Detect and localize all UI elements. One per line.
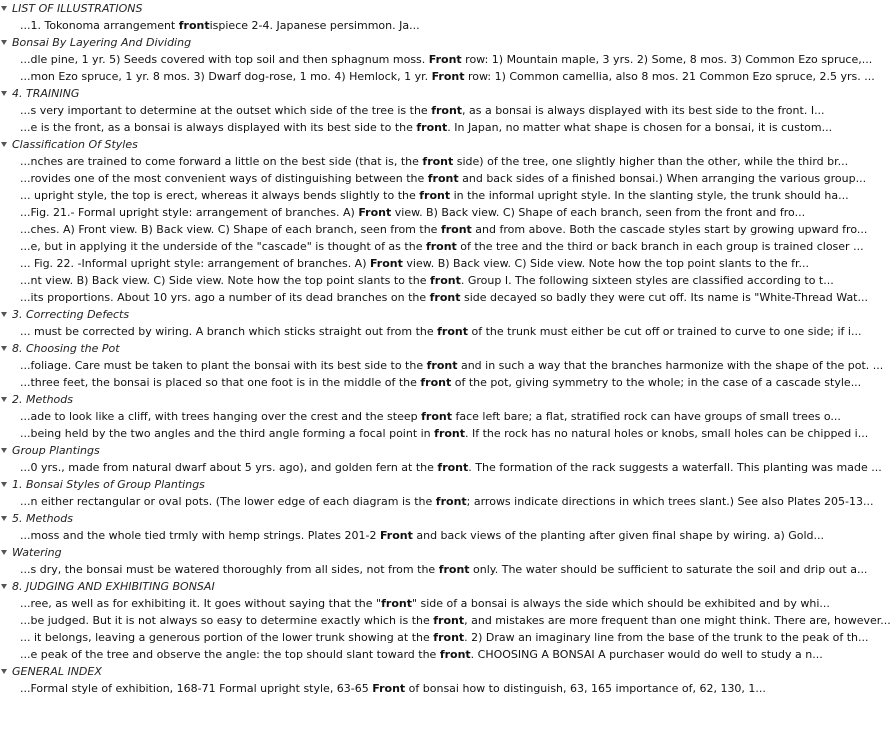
- result-row[interactable]: [0, 323, 862, 340]
- expand-caret-icon[interactable]: [1, 312, 7, 317]
- snippet-prefix: ...s very important to determine at the outset which side of the tree is the: [20, 104, 432, 117]
- result-section: [0, 136, 868, 306]
- snippet-suffix: . Group I. The following sixteen styles are classified according to t...: [460, 274, 834, 287]
- snippet-prefix: ...dle pine, 1 yr. 5) Seeds covered with top soil and then sphagnum moss.: [20, 53, 429, 66]
- result-row[interactable]: [0, 612, 891, 629]
- snippet-suffix: . If the rock has no natural holes or knobs, small holes can be chipped i...: [465, 427, 869, 440]
- search-hit: front: [433, 614, 465, 627]
- snippet-suffix: of the trunk must either be cut off or trained to curve to one side; if i...: [467, 325, 862, 338]
- search-hit: front: [422, 155, 454, 168]
- snippet-prefix: ...0 yrs., made from natural dwarf about 5 yrs. ago), and golden fern at the: [20, 461, 438, 474]
- snippet-suffix: and back views of the planting after given final shape by wiring. a) Gold...: [412, 529, 825, 542]
- section-header[interactable]: [0, 340, 830, 357]
- snippet-prefix: ...e is the front, as a bonsai is always displayed with its best side to the: [20, 121, 417, 134]
- search-hit: front: [178, 19, 210, 32]
- expand-caret-icon[interactable]: [1, 669, 7, 674]
- snippet-suffix: and from above. Both the cascade styles start by growing upward fro...: [471, 223, 868, 236]
- expand-caret-icon[interactable]: [1, 482, 7, 487]
- section-header[interactable]: [0, 663, 830, 680]
- section-title: LIST OF ILLUSTRATIONS: [12, 2, 143, 15]
- section-header[interactable]: [0, 391, 830, 408]
- snippet-prefix: ...mon Ezo spruce, 1 yr. 8 mos. 3) Dwarf dog-rose, 1 mo. 4) Hemlock, 1 yr.: [20, 70, 432, 83]
- result-section: [0, 510, 830, 544]
- section-title: Bonsai By Layering And Dividing: [12, 36, 192, 49]
- section-title: Watering: [12, 546, 62, 559]
- section-title: 5. Methods: [12, 512, 73, 525]
- snippet-prefix: ...foliage. Care must be taken to plant the bonsai with its best side to the: [20, 359, 427, 372]
- result-section: [0, 544, 868, 578]
- expand-caret-icon[interactable]: [1, 550, 7, 555]
- snippet-prefix: ...n either rectangular or oval pots. (The lower edge of each diagram is the: [20, 495, 436, 508]
- snippet-suffix: , and mistakes are more frequent than one might think. There are, however...: [464, 614, 891, 627]
- search-hit: Front: [370, 257, 403, 270]
- snippet-suffix: , as a bonsai is always displayed with its best side to the front. I...: [462, 104, 825, 117]
- snippet-prefix: ...ade to look like a cliff, with trees hanging over the crest and the steep: [20, 410, 422, 423]
- result-row[interactable]: [0, 238, 864, 255]
- result-row[interactable]: [0, 357, 884, 374]
- section-title: Group Plantings: [12, 444, 100, 457]
- result-row[interactable]: [0, 527, 830, 544]
- result-row[interactable]: [0, 102, 830, 119]
- snippet-suffix: ; arrows indicate directions in which trees slant.) See also Plates 205-13...: [466, 495, 874, 508]
- snippet-prefix: ...s dry, the bonsai must be watered thoroughly from all sides, not from the: [20, 563, 439, 576]
- snippet-prefix: ... it belongs, leaving a generous portion of the lower trunk showing at the: [20, 631, 434, 644]
- snippet-suffix: of the pot, giving symmetry to the whole; in the case of a cascade style...: [451, 376, 862, 389]
- search-hit: front: [416, 121, 448, 134]
- expand-caret-icon[interactable]: [1, 448, 7, 453]
- expand-caret-icon[interactable]: [1, 142, 7, 147]
- result-section: [0, 340, 884, 391]
- expand-caret-icon[interactable]: [1, 91, 7, 96]
- result-section: [0, 306, 862, 340]
- snippet-suffix: of bonsai how to distinguish, 63, 165 importance of, 62, 130, 1...: [405, 682, 766, 695]
- result-row[interactable]: [0, 425, 869, 442]
- result-section: [0, 442, 882, 476]
- snippet-suffix: ispiece 2-4. Japanese persimmon. Ja...: [209, 19, 420, 32]
- section-header[interactable]: [0, 544, 830, 561]
- snippet-prefix: ...1. Tokonoma arrangement: [20, 19, 179, 32]
- section-title: GENERAL INDEX: [12, 665, 102, 678]
- snippet-prefix: ...being held by the two angles and the third angle forming a focal point in: [20, 427, 435, 440]
- search-hit: front: [429, 291, 461, 304]
- result-row[interactable]: [0, 561, 868, 578]
- section-header[interactable]: [0, 442, 830, 459]
- result-section: [0, 476, 874, 510]
- search-hit: front: [437, 461, 469, 474]
- result-row[interactable]: [0, 187, 849, 204]
- snippet-prefix: ... Fig. 22. -Informal upright style: arrangement of branches. A): [20, 257, 370, 270]
- expand-caret-icon[interactable]: [1, 584, 7, 589]
- search-hit: front: [419, 189, 451, 202]
- result-section: [0, 663, 830, 697]
- snippet-prefix: ...nt view. B) Back view. C) Side view. Note how the top point slants to the: [20, 274, 430, 287]
- search-hit: front: [433, 631, 465, 644]
- search-hit: Front: [379, 529, 413, 542]
- search-hit: front: [438, 563, 470, 576]
- snippet-suffix: face left bare; a flat, stratified rock can have groups of small trees o...: [451, 410, 841, 423]
- snippet-suffix: . 2) Draw an imaginary line from the base of the trunk to the peak of th...: [464, 631, 869, 644]
- snippet-suffix: side decayed so badly they were cut off. Its name is "White-Thread Wat...: [460, 291, 868, 304]
- result-section: [0, 0, 830, 34]
- result-row[interactable]: [0, 374, 862, 391]
- snippet-suffix: and in such a way that the branches harmonize with the shape of the pot. ...: [457, 359, 884, 372]
- section-header[interactable]: [0, 306, 830, 323]
- search-hit: Front: [431, 70, 465, 83]
- section-title: 2. Methods: [12, 393, 73, 406]
- snippet-prefix: ...Fig. 21.- Formal upright style: arrangement of branches. A): [20, 206, 359, 219]
- result-row[interactable]: [0, 680, 830, 697]
- section-title: 8. JUDGING AND EXHIBITING BONSAI: [12, 580, 215, 593]
- result-row[interactable]: [0, 493, 874, 510]
- result-row[interactable]: [0, 408, 841, 425]
- search-hit: front: [427, 172, 459, 185]
- search-hit: Front: [358, 206, 392, 219]
- expand-caret-icon[interactable]: [1, 346, 7, 351]
- result-row[interactable]: [0, 459, 882, 476]
- search-hit: front: [439, 648, 471, 661]
- section-header[interactable]: [0, 0, 830, 17]
- search-hit: front: [434, 427, 466, 440]
- search-hit: front: [381, 597, 412, 610]
- snippet-prefix: ...ches. A) Front view. B) Back view. C) Shape of each branch, seen from the: [20, 223, 441, 236]
- snippet-prefix: ...e, but in applying it the underside of the "cascade" is thought of as the: [20, 240, 426, 253]
- snippet-suffix: row: 1) Common camellia, also 8 mos. 21 Common Ezo spruce, 2.5 yrs. ...: [464, 70, 875, 83]
- result-row[interactable]: [0, 646, 830, 663]
- result-row[interactable]: [0, 170, 867, 187]
- result-section: [0, 578, 891, 663]
- section-header[interactable]: [0, 510, 830, 527]
- snippet-prefix: ...its proportions. About 10 yrs. ago a number of its dead branches on the: [20, 291, 430, 304]
- section-title: 3. Correcting Defects: [12, 308, 130, 321]
- result-row[interactable]: [0, 153, 849, 170]
- search-hit: Front: [428, 53, 462, 66]
- snippet-suffix: in the informal upright style. In the slanting style, the trunk should ha...: [450, 189, 849, 202]
- result-row[interactable]: [0, 272, 834, 289]
- result-row[interactable]: [0, 68, 875, 85]
- snippet-prefix: ... must be corrected by wiring. A branch which sticks straight out from the: [20, 325, 438, 338]
- search-hit: Front: [372, 682, 406, 695]
- section-title: 8. Choosing the Pot: [12, 342, 120, 355]
- section-title: 1. Bonsai Styles of Group Plantings: [12, 478, 205, 491]
- result-row[interactable]: [0, 255, 830, 272]
- expand-caret-icon[interactable]: [1, 516, 7, 521]
- search-hit: front: [431, 104, 463, 117]
- section-header[interactable]: [0, 578, 830, 595]
- snippet-suffix: view. B) Back view. C) Shape of each branch, seen from the front and fro...: [391, 206, 806, 219]
- snippet-prefix: ...be judged. But it is not always so easy to determine exactly which is the: [20, 614, 434, 627]
- result-row[interactable]: [0, 17, 830, 34]
- snippet-prefix: ...e peak of the tree and observe the angle: the top should slant toward the: [20, 648, 440, 661]
- snippet-prefix: ...rovides one of the most convenient ways of distinguishing between the: [20, 172, 428, 185]
- snippet-prefix: ...moss and the whole tied trmly with hemp strings. Plates 201-2: [20, 529, 380, 542]
- section-header[interactable]: [0, 34, 830, 51]
- section-header[interactable]: [0, 136, 830, 153]
- snippet-suffix: . CHOOSING A BONSAI A purchaser would do well to study a n...: [470, 648, 823, 661]
- expand-caret-icon[interactable]: [1, 6, 7, 11]
- snippet-suffix: view. B) Back view. C) Side view. Note how the top point slants to the fr...: [402, 257, 809, 270]
- snippet-prefix: ...nches are trained to come forward a little on the best side (that is, the: [20, 155, 423, 168]
- search-hit: front: [435, 495, 467, 508]
- snippet-suffix: . In Japan, no matter what shape is chosen for a bonsai, it is custom...: [447, 121, 833, 134]
- result-section: [0, 34, 875, 85]
- result-section: [0, 391, 869, 442]
- result-row[interactable]: [0, 51, 873, 68]
- result-row[interactable]: [0, 119, 833, 136]
- expand-caret-icon[interactable]: [1, 40, 7, 45]
- search-hit: front: [425, 240, 457, 253]
- snippet-suffix: " side of a bonsai is always the side which should be exhibited and by whi...: [411, 597, 830, 610]
- result-row[interactable]: [0, 629, 869, 646]
- result-row[interactable]: [0, 289, 868, 306]
- snippet-prefix: ...Formal style of exhibition, 168-71 Formal upright style, 63-65: [20, 682, 373, 695]
- snippet-suffix: of the tree and the third or back branch in each group is trained closer ...: [456, 240, 864, 253]
- result-section: [0, 85, 833, 136]
- section-title: Classification Of Styles: [12, 138, 138, 151]
- search-hit: front: [437, 325, 468, 338]
- section-header[interactable]: [0, 85, 830, 102]
- search-hit: front: [429, 274, 461, 287]
- result-row[interactable]: [0, 204, 830, 221]
- search-hit: front: [420, 376, 452, 389]
- result-row[interactable]: [0, 221, 868, 238]
- expand-caret-icon[interactable]: [1, 397, 7, 402]
- section-header[interactable]: [0, 476, 830, 493]
- snippet-suffix: . The formation of the rack suggests a waterfall. This planting was made ...: [468, 461, 882, 474]
- section-title: 4. TRAINING: [12, 87, 80, 100]
- snippet-suffix: only. The water should be sufficient to saturate the soil and drip out a...: [469, 563, 868, 576]
- snippet-suffix: side) of the tree, one slightly higher than the other, while the third br...: [453, 155, 849, 168]
- snippet-prefix: ...three feet, the bonsai is placed so that one foot is in the middle of the: [20, 376, 421, 389]
- snippet-suffix: row: 1) Mountain maple, 3 yrs. 2) Some, 8 mos. 3) Common Ezo spruce,...: [461, 53, 873, 66]
- snippet-prefix: ... upright style, the top is erect, whereas it always bends slightly to the: [20, 189, 420, 202]
- snippet-suffix: and back sides of a finished bonsai.) When arranging the various group...: [458, 172, 867, 185]
- snippet-prefix: ...ree, as well as for exhibiting it. It goes without saying that the ": [20, 597, 382, 610]
- search-hit: front: [421, 410, 452, 423]
- search-hit: front: [426, 359, 458, 372]
- search-hit: front: [440, 223, 472, 236]
- result-row[interactable]: [0, 595, 830, 612]
